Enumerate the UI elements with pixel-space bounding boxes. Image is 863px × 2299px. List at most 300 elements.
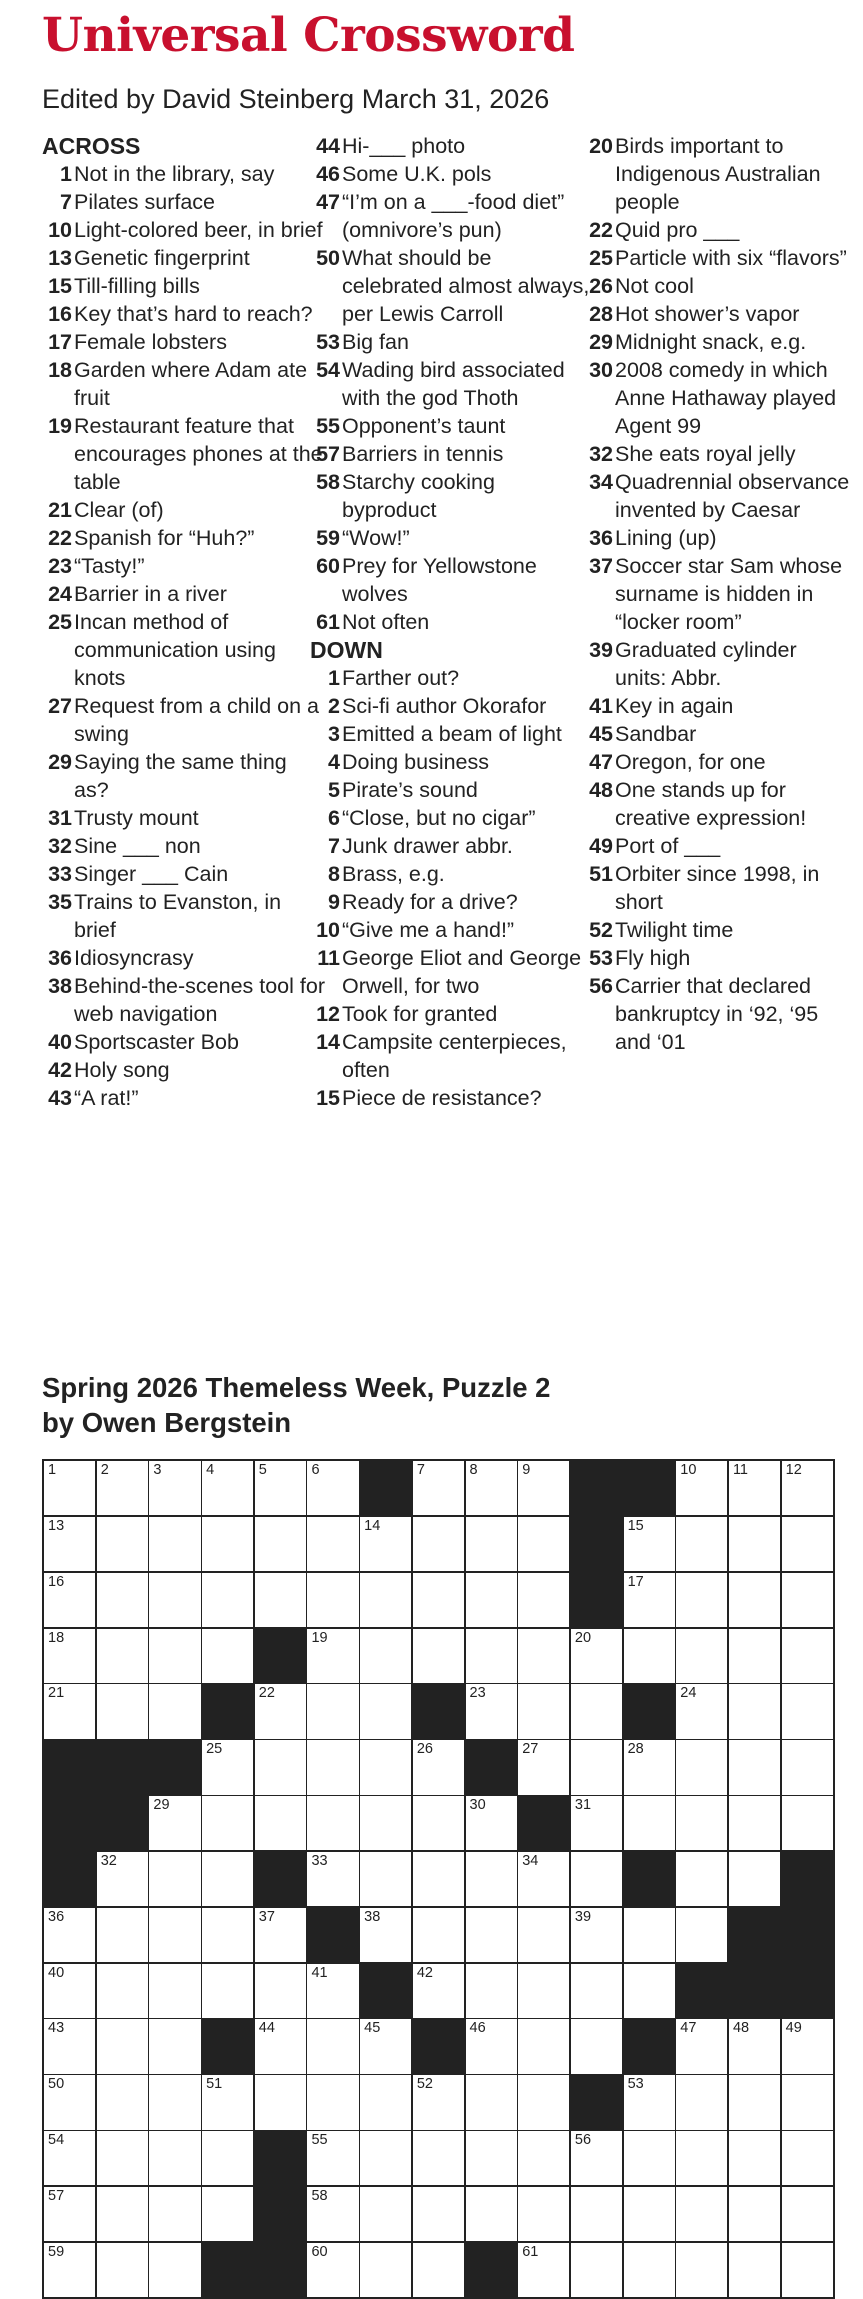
- grid-cell[interactable]: [44, 1964, 95, 2018]
- grid-cell[interactable]: [571, 1796, 622, 1850]
- clue-number: 47: [316, 190, 340, 214]
- grid-cell[interactable]: [518, 2187, 569, 2241]
- grid-cell[interactable]: [255, 1796, 306, 1850]
- grid-cell[interactable]: [466, 2075, 517, 2129]
- grid-cell[interactable]: [729, 1517, 780, 1571]
- grid-cell[interactable]: [149, 1461, 200, 1515]
- grid-cell[interactable]: [782, 2187, 833, 2241]
- grid-cell[interactable]: [97, 1573, 148, 1627]
- grid-cell[interactable]: [360, 1908, 411, 1962]
- grid-cell[interactable]: [729, 2187, 780, 2241]
- grid-cell[interactable]: [466, 1573, 517, 1627]
- grid-cell[interactable]: [307, 1573, 358, 1627]
- clue-number: 58: [316, 470, 340, 494]
- grid-cell[interactable]: [624, 1964, 675, 2018]
- clue-number: 37: [589, 554, 613, 578]
- grid-cell[interactable]: [782, 2019, 833, 2073]
- grid-cell-black: [571, 1573, 622, 1627]
- grid-cell[interactable]: [729, 1740, 780, 1794]
- clue-across-46: [310, 160, 595, 188]
- grid-cell[interactable]: [202, 1461, 253, 1515]
- clue-text: Soccer star Sam whose surname is hidden in “locker room”: [615, 554, 843, 634]
- grid-cell[interactable]: [413, 1740, 464, 1794]
- grid-cell[interactable]: [571, 1852, 622, 1906]
- grid-cell[interactable]: [97, 2019, 148, 2073]
- grid-cell[interactable]: [149, 2019, 200, 2073]
- clue-number: 23: [48, 554, 72, 578]
- clue-number: 3: [328, 722, 340, 746]
- grid-cell[interactable]: [518, 1629, 569, 1683]
- clue-down-45: [578, 720, 853, 748]
- grid-cell[interactable]: [149, 1908, 200, 1962]
- cell-number: 36: [48, 1908, 65, 1925]
- grid-cell[interactable]: [413, 1461, 464, 1515]
- grid-cell[interactable]: [413, 2075, 464, 2129]
- grid-cell[interactable]: [782, 2075, 833, 2129]
- grid-cell-black: [255, 1629, 306, 1683]
- clue-text: Sci-fi author Okorafor: [342, 694, 547, 718]
- grid-cell[interactable]: [624, 2075, 675, 2129]
- grid-cell[interactable]: [255, 1461, 306, 1515]
- clue-text: Doing business: [342, 750, 490, 774]
- clue-text: 2008 comedy in which Anne Hathaway played Agent 99: [615, 358, 837, 438]
- grid-cell[interactable]: [360, 1740, 411, 1794]
- grid-cell[interactable]: [466, 1852, 517, 1906]
- grid-cell[interactable]: [97, 1852, 148, 1906]
- cell-number: 31: [574, 1797, 592, 1814]
- grid-cell[interactable]: [518, 2019, 569, 2073]
- grid-cell[interactable]: [307, 2019, 358, 2073]
- grid-cell[interactable]: [571, 1908, 622, 1962]
- cell-number: 46: [469, 2020, 486, 2037]
- grid-cell[interactable]: [624, 1740, 675, 1794]
- grid-cell[interactable]: [676, 1684, 727, 1738]
- clue-number: 36: [48, 946, 72, 970]
- grid-cell[interactable]: [307, 2131, 358, 2185]
- grid-cell[interactable]: [255, 1684, 306, 1738]
- clue-number: 4: [328, 750, 340, 774]
- grid-cell[interactable]: [307, 2243, 358, 2297]
- grid-cell[interactable]: [202, 1908, 253, 1962]
- grid-cell[interactable]: [782, 1573, 833, 1627]
- grid-cell[interactable]: [729, 2243, 780, 2297]
- cell-number: 55: [311, 2132, 328, 2149]
- grid-cell[interactable]: [149, 2131, 200, 2185]
- grid-cell[interactable]: [307, 2187, 358, 2241]
- grid-cell[interactable]: [518, 2131, 569, 2185]
- clue-number: 22: [589, 218, 613, 242]
- clue-across-43: [42, 1084, 327, 1112]
- grid-cell[interactable]: [729, 1573, 780, 1627]
- clue-text: Particle with six “flavors”: [615, 246, 847, 270]
- clue-number: 20: [589, 134, 613, 158]
- grid-cell[interactable]: [518, 2243, 569, 2297]
- grid-cell[interactable]: [466, 1796, 517, 1850]
- clue-text: Oregon, for one: [615, 750, 766, 774]
- grid-cell[interactable]: [413, 1852, 464, 1906]
- grid-cell[interactable]: [518, 2075, 569, 2129]
- grid-cell[interactable]: [466, 2019, 517, 2073]
- grid-cell[interactable]: [518, 1964, 569, 2018]
- grid-cell[interactable]: [202, 1852, 253, 1906]
- grid-cell[interactable]: [413, 1573, 464, 1627]
- clue-number: 9: [328, 890, 340, 914]
- grid-cell[interactable]: [518, 1852, 569, 1906]
- grid-cell[interactable]: [97, 1684, 148, 1738]
- grid-cell[interactable]: [624, 1629, 675, 1683]
- grid-cell[interactable]: [729, 1629, 780, 1683]
- grid-cell[interactable]: [44, 1684, 95, 1738]
- clue-number: 51: [589, 862, 613, 886]
- grid-cell[interactable]: [676, 2019, 727, 2073]
- grid-cell-black: [44, 1796, 95, 1850]
- grid-cell[interactable]: [466, 2131, 517, 2185]
- grid-cell[interactable]: [360, 1517, 411, 1571]
- grid-cell[interactable]: [571, 2187, 622, 2241]
- grid-cell[interactable]: [571, 2131, 622, 2185]
- grid-cell[interactable]: [149, 1684, 200, 1738]
- across-heading: ACROSS: [42, 133, 141, 159]
- clue-across-15: [42, 272, 327, 300]
- clue-number: 49: [589, 834, 613, 858]
- grid-cell[interactable]: [413, 2243, 464, 2297]
- clue-across-33: [42, 860, 327, 888]
- grid-cell-black: [44, 1852, 95, 1906]
- cell-number: 58: [311, 2187, 328, 2204]
- grid-cell[interactable]: [624, 2131, 675, 2185]
- clue-text: Request from a child on a swing: [74, 694, 319, 746]
- grid-cell[interactable]: [97, 2131, 148, 2185]
- grid-cell[interactable]: [360, 1684, 411, 1738]
- clue-across-54: [310, 356, 595, 412]
- grid-cell[interactable]: [307, 1796, 358, 1850]
- grid-cell[interactable]: [518, 1573, 569, 1627]
- grid-cell[interactable]: [571, 1684, 622, 1738]
- grid-cell[interactable]: [466, 1964, 517, 2018]
- grid-cell[interactable]: [624, 2243, 675, 2297]
- cell-number: 3: [153, 1462, 162, 1478]
- grid-cell[interactable]: [360, 2243, 411, 2297]
- grid-cell[interactable]: [782, 1461, 833, 1515]
- grid-cell[interactable]: [676, 2131, 727, 2185]
- grid-cell[interactable]: [360, 1573, 411, 1627]
- clue-number: 6: [328, 806, 340, 830]
- grid-cell[interactable]: [782, 1796, 833, 1850]
- grid-cell[interactable]: [360, 2075, 411, 2129]
- grid-cell[interactable]: [571, 1964, 622, 2018]
- grid-cell[interactable]: [518, 1684, 569, 1738]
- grid-cell[interactable]: [97, 1461, 148, 1515]
- grid-cell[interactable]: [149, 1852, 200, 1906]
- grid-cell[interactable]: [202, 2187, 253, 2241]
- grid-cell[interactable]: [44, 2187, 95, 2241]
- grid-cell[interactable]: [676, 2075, 727, 2129]
- grid-cell[interactable]: [676, 1740, 727, 1794]
- grid-cell[interactable]: [44, 1629, 95, 1683]
- grid-cell[interactable]: [571, 2243, 622, 2297]
- clue-number: 40: [48, 1030, 72, 1054]
- grid-cell-black: [202, 2243, 253, 2297]
- grid-cell[interactable]: [255, 1908, 306, 1962]
- clue-text: Fly high: [615, 946, 691, 970]
- cell-number: 9: [522, 1462, 531, 1478]
- clue-text: Behind-the-scenes tool for web navigation: [74, 974, 325, 1026]
- grid-cell[interactable]: [307, 1629, 358, 1683]
- grid-cell[interactable]: [729, 1684, 780, 1738]
- clue-text: Restaurant feature that encourages phones at the table: [74, 414, 323, 494]
- grid-cell[interactable]: [360, 2019, 411, 2073]
- grid-cell[interactable]: [729, 1461, 780, 1515]
- grid-cell[interactable]: [466, 1629, 517, 1683]
- cell-number: 60: [311, 2243, 328, 2260]
- grid-cell[interactable]: [307, 1684, 358, 1738]
- grid-cell[interactable]: [255, 2075, 306, 2129]
- grid-cell[interactable]: [413, 1796, 464, 1850]
- grid-cell[interactable]: [466, 1517, 517, 1571]
- clue-number: 42: [48, 1058, 72, 1082]
- clue-down-11: [310, 944, 595, 1000]
- cell-number: 26: [416, 1741, 433, 1758]
- puzzle-title: [42, 1370, 550, 1440]
- grid-cell[interactable]: [729, 2131, 780, 2185]
- clue-down-5: [310, 776, 595, 804]
- grid-cell[interactable]: [413, 1517, 464, 1571]
- grid-cell[interactable]: [676, 1629, 727, 1683]
- grid-cell[interactable]: [44, 2243, 95, 2297]
- grid-cell[interactable]: [624, 1796, 675, 1850]
- grid-cell[interactable]: [255, 1573, 306, 1627]
- clue-text: Holy song: [74, 1058, 170, 1082]
- clue-down-41: [578, 692, 853, 720]
- grid-cell[interactable]: [360, 2187, 411, 2241]
- grid-cell[interactable]: [97, 2243, 148, 2297]
- grid-cell-black: [729, 1908, 780, 1962]
- grid-cell[interactable]: [255, 1740, 306, 1794]
- grid-cell[interactable]: [97, 1964, 148, 2018]
- grid-cell[interactable]: [782, 1740, 833, 1794]
- cell-number: 44: [258, 2020, 275, 2037]
- clue-number: 26: [589, 274, 613, 298]
- grid-cell[interactable]: [149, 2243, 200, 2297]
- grid-cell[interactable]: [202, 1517, 253, 1571]
- grid-cell[interactable]: [202, 1964, 253, 2018]
- grid-cell[interactable]: [518, 1740, 569, 1794]
- grid-cell[interactable]: [676, 1517, 727, 1571]
- grid-cell[interactable]: [255, 1517, 306, 1571]
- grid-cell[interactable]: [729, 2019, 780, 2073]
- grid-cell[interactable]: [97, 1908, 148, 1962]
- clue-number: 19: [48, 414, 72, 438]
- cell-number: 54: [48, 2132, 65, 2149]
- grid-cell[interactable]: [44, 1573, 95, 1627]
- clue-text: Saying the same thing as?: [74, 750, 287, 802]
- grid-cell[interactable]: [782, 2131, 833, 2185]
- grid-cell[interactable]: [255, 1964, 306, 2018]
- grid-cell[interactable]: [307, 1852, 358, 1906]
- clue-across-29: [42, 748, 327, 804]
- clue-down-56: [578, 972, 853, 1056]
- grid-cell[interactable]: [676, 2187, 727, 2241]
- grid-cell[interactable]: [202, 1629, 253, 1683]
- grid-cell[interactable]: [149, 2075, 200, 2129]
- clue-across-53: [310, 328, 595, 356]
- grid-cell-black: [360, 1461, 411, 1515]
- grid-cell-black: [255, 2243, 306, 2297]
- grid-cell[interactable]: [97, 1629, 148, 1683]
- clue-number: 15: [316, 1086, 340, 1110]
- grid-cell[interactable]: [413, 1629, 464, 1683]
- grid-cell[interactable]: [44, 1517, 95, 1571]
- grid-cell[interactable]: [97, 2187, 148, 2241]
- grid-cell[interactable]: [149, 1796, 200, 1850]
- grid-cell[interactable]: [307, 1517, 358, 1571]
- grid-cell[interactable]: [360, 1796, 411, 1850]
- clue-across-36: [42, 944, 327, 972]
- grid-cell[interactable]: [624, 1908, 675, 1962]
- clue-number: 25: [48, 610, 72, 634]
- clue-text: “I’m on a ___-food diet” (omnivore’s pun): [342, 190, 565, 242]
- grid-cell[interactable]: [624, 1517, 675, 1571]
- grid-cell[interactable]: [44, 1908, 95, 1962]
- grid-cell[interactable]: [729, 1796, 780, 1850]
- grid-cell[interactable]: [782, 1517, 833, 1571]
- grid-cell[interactable]: [149, 1573, 200, 1627]
- grid-cell[interactable]: [782, 1684, 833, 1738]
- grid-cell[interactable]: [307, 1964, 358, 2018]
- clue-text: Hi-___ photo: [342, 134, 466, 158]
- grid-cell[interactable]: [413, 1964, 464, 2018]
- grid-cell[interactable]: [149, 1629, 200, 1683]
- grid-cell[interactable]: [466, 2187, 517, 2241]
- grid-cell[interactable]: [360, 2131, 411, 2185]
- grid-cell[interactable]: [571, 1740, 622, 1794]
- grid-cell[interactable]: [255, 2019, 306, 2073]
- clues-column-1: [42, 132, 327, 1112]
- clue-text: Sandbar: [615, 722, 697, 746]
- clue-number: 7: [60, 190, 72, 214]
- clue-across-31: [42, 804, 327, 832]
- grid-cell[interactable]: [624, 2187, 675, 2241]
- clue-number: 52: [589, 918, 613, 942]
- grid-cell[interactable]: [782, 2243, 833, 2297]
- grid-cell-black: [782, 1964, 833, 2018]
- cell-number: 56: [574, 2132, 592, 2149]
- clue-number: 43: [48, 1086, 72, 1110]
- grid-cell[interactable]: [466, 1461, 517, 1515]
- grid-cell[interactable]: [729, 1852, 780, 1906]
- grid-cell[interactable]: [466, 1908, 517, 1962]
- grid-cell[interactable]: [307, 2075, 358, 2129]
- grid-cell[interactable]: [676, 1573, 727, 1627]
- clue-text: Sportscaster Bob: [74, 1030, 239, 1054]
- grid-cell[interactable]: [44, 2075, 95, 2129]
- clue-number: 10: [48, 218, 72, 242]
- clue-text: Took for granted: [342, 1002, 498, 1026]
- clue-down-32: [578, 440, 853, 468]
- grid-cell[interactable]: [202, 1796, 253, 1850]
- grid-cell[interactable]: [466, 1684, 517, 1738]
- grid-cell[interactable]: [44, 2131, 95, 2185]
- clue-across-10: [42, 216, 327, 244]
- grid-cell[interactable]: [729, 2075, 780, 2129]
- grid-cell[interactable]: [360, 1852, 411, 1906]
- grid-cell[interactable]: [676, 1796, 727, 1850]
- grid-cell[interactable]: [149, 1964, 200, 2018]
- clue-number: 17: [48, 330, 72, 354]
- grid-cell[interactable]: [624, 1573, 675, 1627]
- grid-cell[interactable]: [413, 2131, 464, 2185]
- grid-cell[interactable]: [782, 1629, 833, 1683]
- clue-text: Farther out?: [342, 666, 460, 690]
- clue-text: Singer ___ Cain: [74, 862, 229, 886]
- cell-number: 39: [574, 1908, 592, 1925]
- clue-across-59: [310, 524, 595, 552]
- grid-cell[interactable]: [149, 1517, 200, 1571]
- grid-cell[interactable]: [97, 1517, 148, 1571]
- grid-cell-black: [624, 1852, 675, 1906]
- grid-cell[interactable]: [676, 2243, 727, 2297]
- crossword-grid: [42, 1459, 835, 2299]
- grid-cell[interactable]: [97, 2075, 148, 2129]
- grid-cell[interactable]: [676, 1852, 727, 1906]
- grid-cell[interactable]: [518, 1908, 569, 1962]
- grid-cell[interactable]: [413, 1908, 464, 1962]
- grid-cell[interactable]: [518, 1461, 569, 1515]
- grid-cell[interactable]: [676, 1908, 727, 1962]
- grid-cell[interactable]: [571, 1629, 622, 1683]
- clue-down-52: [578, 916, 853, 944]
- grid-cell-black: [466, 1740, 517, 1794]
- clue-across-58: [310, 468, 595, 524]
- cell-number: 30: [469, 1797, 486, 1814]
- cell-number: 25: [206, 1741, 223, 1758]
- grid-cell[interactable]: [202, 1740, 253, 1794]
- grid-cell[interactable]: [202, 2131, 253, 2185]
- grid-cell-black: [518, 1796, 569, 1850]
- clue-across-32: [42, 832, 327, 860]
- grid-cell-black: [624, 1684, 675, 1738]
- grid-cell[interactable]: [202, 2075, 253, 2129]
- grid-cell[interactable]: [44, 1461, 95, 1515]
- clue-across-38: [42, 972, 327, 1028]
- grid-cell[interactable]: [307, 1740, 358, 1794]
- clue-across-13: [42, 244, 327, 272]
- cell-number: 53: [627, 2076, 644, 2093]
- clue-number: 35: [48, 890, 72, 914]
- clue-down-7: [310, 832, 595, 860]
- clue-number: 1: [328, 666, 340, 690]
- clue-across-25: [42, 608, 327, 692]
- grid-cell[interactable]: [413, 2187, 464, 2241]
- clue-text: Campsite centerpieces, often: [342, 1030, 567, 1082]
- cell-number: 45: [364, 2020, 381, 2037]
- grid-cell[interactable]: [676, 1461, 727, 1515]
- clue-text: Carrier that declared bankruptcy in ‘92, ‘95 and ‘01: [615, 974, 819, 1054]
- clue-number: 8: [328, 862, 340, 886]
- clue-number: 61: [316, 610, 340, 634]
- cell-number: 47: [680, 2020, 697, 2037]
- grid-cell[interactable]: [360, 1629, 411, 1683]
- clue-down-26: [578, 272, 853, 300]
- grid-cell[interactable]: [202, 1573, 253, 1627]
- grid-cell[interactable]: [518, 1517, 569, 1571]
- clue-number: 54: [316, 358, 340, 382]
- grid-cell[interactable]: [307, 1461, 358, 1515]
- clue-number: 59: [316, 526, 340, 550]
- grid-cell[interactable]: [149, 2187, 200, 2241]
- grid-cell[interactable]: [571, 2019, 622, 2073]
- grid-cell[interactable]: [44, 2019, 95, 2073]
